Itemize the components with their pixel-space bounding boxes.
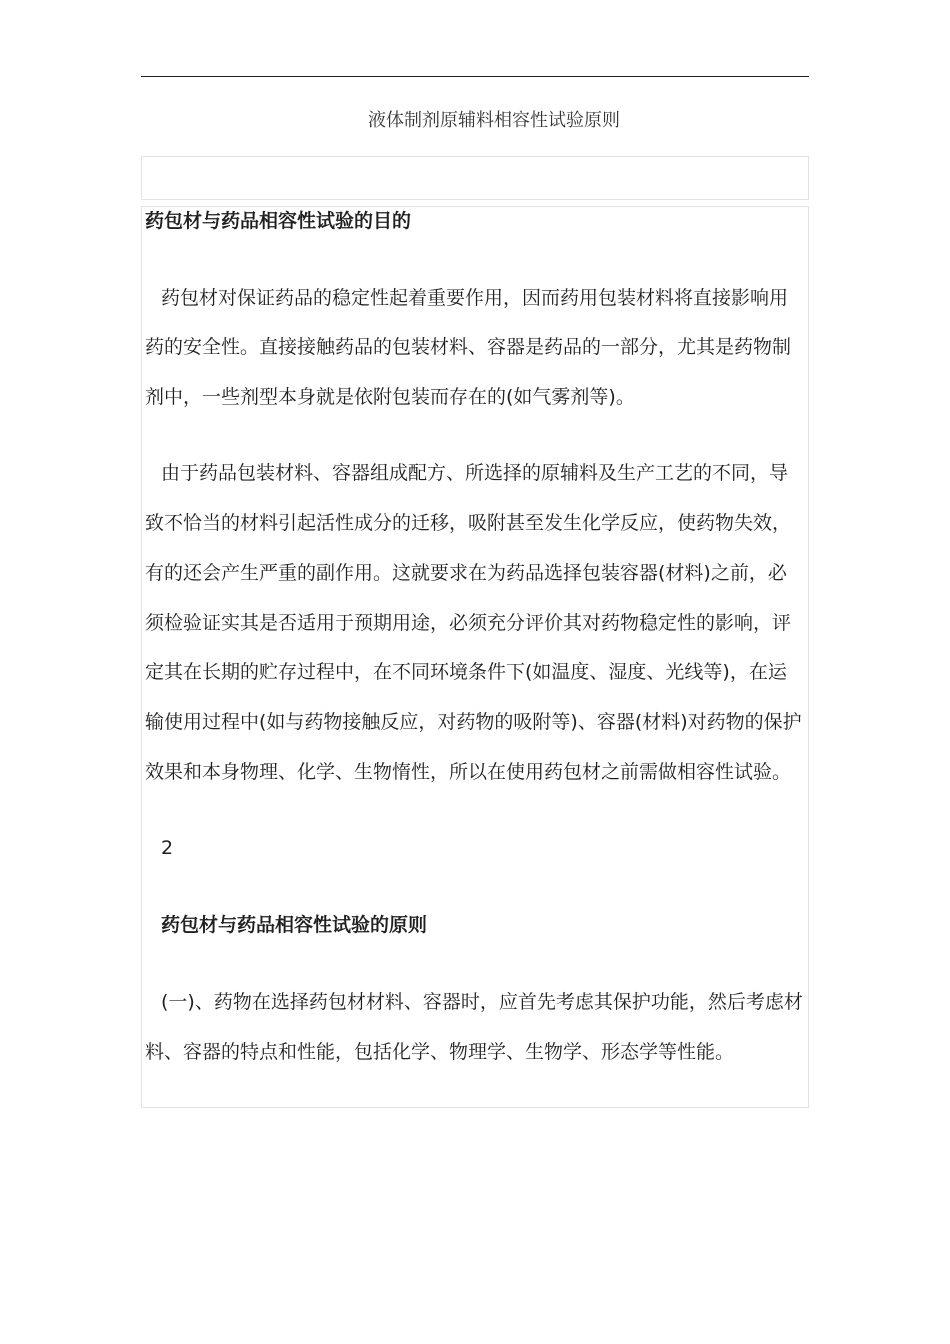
paragraph-line: 致不恰当的材料引起活性成分的迁移，吸附甚至发生化学反应，使药物失效， — [145, 512, 792, 534]
document-title: 液体制剂原辅料相容性试验原则 — [368, 110, 620, 131]
section-heading-purpose: 药包材与药品相容性试验的目的 — [145, 210, 412, 232]
paragraph-line: 有的还会产生严重的副作用。这就要求在为药品选择包装容器(材料)之前，必 — [145, 562, 787, 584]
paragraph-line: 定其在长期的贮存过程中，在不同环境条件下(如温度、湿度、光线等)，在运 — [145, 661, 787, 683]
paragraph-line: 料、容器的特点和性能，包括化学、物理学、生物学、形态学等性能。 — [145, 1041, 735, 1063]
paragraph-line: 输使用过程中(如与药物接触反应，对药物的吸附等)、容器(材料)对药物的保护 — [145, 711, 802, 733]
section-number: 2 — [161, 837, 174, 859]
paragraph-line: 剂中，一些剂型本身就是依附包装而存在的(如气雾剂等)。 — [145, 386, 635, 408]
content-table-cell — [141, 206, 809, 1108]
header-rule — [141, 76, 809, 77]
paragraph-line: (一)、药物在选择药包材材料、容器时，应首先考虑其保护功能，然后考虑材 — [161, 991, 803, 1013]
paragraph-line: 药包材对保证药品的稳定性起着重要作用，因而药用包装材料将直接影响用 — [161, 287, 789, 309]
empty-table-cell — [141, 156, 809, 200]
paragraph-line: 须检验证实其是否适用于预期用途，必须充分评价其对药物稳定性的影响，评 — [145, 612, 792, 634]
paragraph-line: 效果和本身物理、化学、生物惰性，所以在使用药包材之前需做相容性试验。 — [145, 761, 792, 783]
section-heading-principles: 药包材与药品相容性试验的原则 — [161, 914, 428, 936]
paragraph-line: 药的安全性。直接接触药品的包装材料、容器是药品的一部分，尤其是药物制 — [145, 336, 792, 358]
paragraph-line: 由于药品包装材料、容器组成配方、所选择的原辅料及生产工艺的不同，导 — [161, 462, 789, 484]
